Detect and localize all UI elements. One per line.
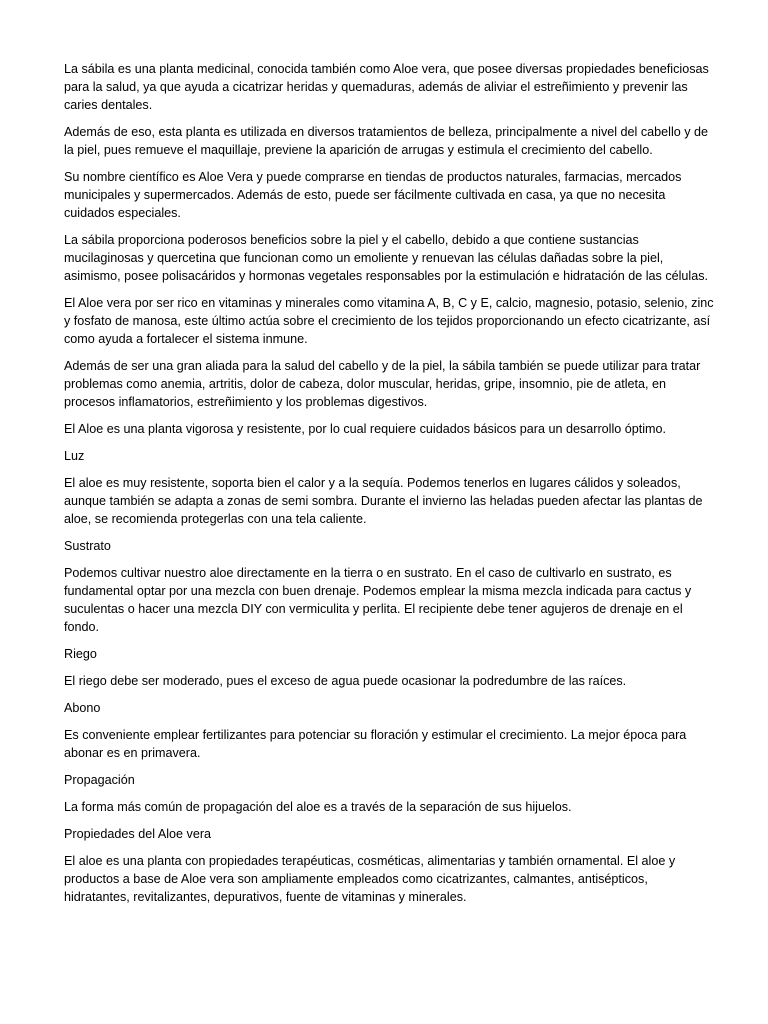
paragraph-luz: El aloe es muy resistente, soporta bien el calor y a la sequía. Podemos tenerlos en lugares cálidos y soleados, aunque también se adapta a zonas de semi sombra. Durante el invierno las heladas pueden afectar las plantas de aloe, se recomienda protegerlas con una tela caliente. <box>64 476 703 526</box>
heading-propiedades: Propiedades del Aloe vera <box>64 827 212 841</box>
paragraph-health-uses: Además de ser una gran aliada para la salud del cabello y de la piel, la sábila también se puede utilizar para tratar problemas como anemia, artritis, dolor de cabeza, dolor muscular, heridas, gripe, insomnio, pie de atleta, en procesos inflamatorios, estreñimiento y los problemas digestivos. <box>64 359 701 409</box>
paragraph-intro: La sábila es una planta medicinal, conocida también como Aloe vera, que posee diversas propiedades beneficiosas para la salud, ya que ayuda a cicatrizar heridas y quemaduras, además de aliviar el estreñimiento y prevenir las caries dentales. <box>64 62 709 112</box>
heading-riego: Riego <box>64 647 97 661</box>
document-page <box>64 60 714 915</box>
paragraph-basic-care: El Aloe es una planta vigorosa y resistente, por lo cual requiere cuidados básicos para un desarrollo óptimo. <box>64 422 667 436</box>
paragraph-abono: Es conveniente emplear fertilizantes para potenciar su floración y estimular el crecimiento. La mejor época para abonar es en primavera. <box>64 728 687 760</box>
heading-abono: Abono <box>64 701 101 715</box>
paragraph-riego: El riego debe ser moderado, pues el exceso de agua puede ocasionar la podredumbre de las raíces. <box>64 674 627 688</box>
heading-propagacion: Propagación <box>64 773 135 787</box>
paragraph-sustrato: Podemos cultivar nuestro aloe directamente en la tierra o en sustrato. En el caso de cultivarlo en sustrato, es fundamental optar por una mezcla con buen drenaje. Podemos emplear la misma mezcla indicada para cactus y suculentas o hacer una mezcla DIY con vermiculita y perlita. El recipiente debe tener agujeros de drenaje en el fondo. <box>64 566 692 634</box>
paragraph-propiedades: El aloe es una planta con propiedades terapéuticas, cosméticas, alimentarias y también ornamental. El aloe y productos a base de Aloe vera son ampliamente empleados como cicatrizantes, calmantes, antisépticos, hidratantes, revitalizantes, depurativos, fuente de vitaminas y minerales. <box>64 854 676 904</box>
paragraph-beauty-treatments: Además de eso, esta planta es utilizada en diversos tratamientos de belleza, principalmente a nivel del cabello y de la piel, pues remueve el maquillaje, previene la aparición de arrugas y estimula el crecimiento del cabello. <box>64 125 709 157</box>
paragraph-scientific-name: Su nombre científico es Aloe Vera y puede comprarse en tiendas de productos naturales, farmacias, mercados municipales y supermercados. Además de esto, puede ser fácilmente cultivada en casa, ya que no necesita cuidados especiales. <box>64 170 682 220</box>
heading-luz: Luz <box>64 449 85 463</box>
paragraph-vitamins-minerals: El Aloe vera por ser rico en vitaminas y minerales como vitamina A, B, C y E, calcio, magnesio, potasio, selenio, zinc y fosfato de manosa, este último actúa sobre el crecimiento de los tejidos proporcionando un efecto cicatrizante, así como ayuda a fortalecer el sistema inmune. <box>64 296 714 346</box>
paragraph-propagacion: La forma más común de propagación del aloe es a través de la separación de sus hijuelos. <box>64 800 572 814</box>
paragraph-skin-hair-benefits: La sábila proporciona poderosos beneficios sobre la piel y el cabello, debido a que contiene sustancias mucilaginosas y quercetina que funcionan como un emoliente y renuevan las células dañadas sobre la piel, asimismo, posee polisacáridos y hormonas vegetales responsables por la estimulación e hidratación de las células. <box>64 233 709 283</box>
heading-sustrato: Sustrato <box>64 539 111 553</box>
